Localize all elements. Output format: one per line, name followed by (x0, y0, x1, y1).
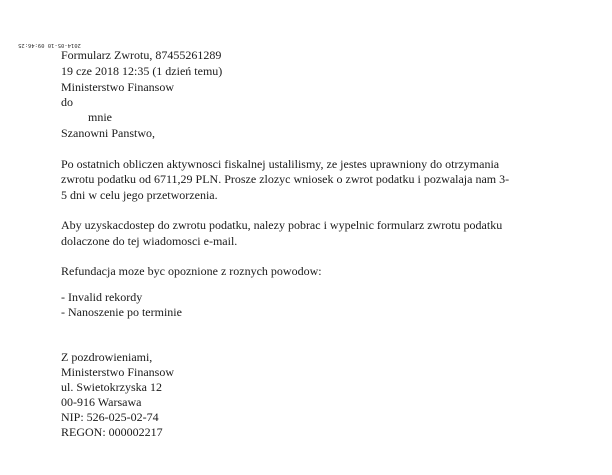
signature-nip: NIP: 526-025-02-74 (61, 410, 159, 424)
reason-item: - Nanoszenie po terminie (61, 305, 182, 319)
to-label: do (61, 95, 73, 109)
email-subject: Formularz Zwrotu, 87455261289 (61, 48, 222, 62)
signature-org: Ministerstwo Finansow (61, 365, 175, 379)
paragraph1-line3: 5 dni w celu jego przetworzenia. (61, 188, 218, 202)
signature-regon: REGON: 000002217 (61, 425, 163, 439)
scan-timestamp: 2014-05-10 09:46:25 (18, 42, 81, 48)
signature-closing: Z pozdrowieniami, (61, 350, 153, 364)
signature-street: ul. Swietokrzyska 12 (61, 380, 162, 394)
greeting: Szanowni Panstwo, (61, 126, 155, 140)
paragraph2-line2: dolaczone do tej wiadomosci e-mail. (61, 234, 238, 248)
signature-city: 00-916 Warsawa (61, 395, 142, 409)
delay-reasons-intro: Refundacja moze byc opoznione z roznych powodow: (61, 264, 322, 278)
paragraph1-line2: zwrotu podatku od 6711,29 PLN. Prosze zlozyc wniosek o zwrot podatku i pozwalaja nam 3- (61, 172, 510, 186)
email-date: 19 cze 2018 12:35 (1 dzień temu) (61, 64, 223, 78)
email-sender: Ministerstwo Finansow (61, 80, 175, 94)
paragraph1-line1: Po ostatnich obliczen aktywnosci fiskalnej ustalilismy, ze jestes uprawniony do otrzymania (61, 157, 500, 171)
reason-item: - Invalid rekordy (61, 290, 143, 304)
paragraph2-line1: Aby uzyskacdostep do zwrotu podatku, nalezy pobrac i wypelnic formularz zwrotu podatku (61, 218, 503, 232)
email-recipient: mnie (88, 110, 112, 124)
